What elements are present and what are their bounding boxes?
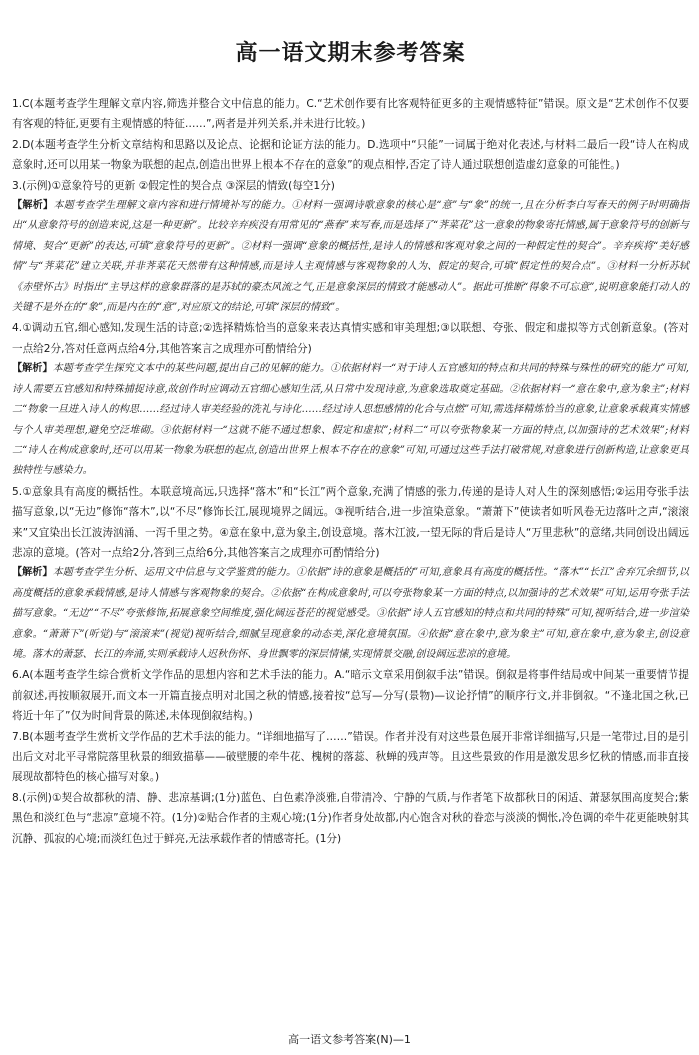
paragraph-text: 本题考查学生理解文章内容和进行情境补写的能力。①材料一强调诗歌意象的核心是“意”与“象”的统一,且在分析李白写春天的例子时明确指出“从意象符号的创造来说,这是一种更新”。比较辛弃疾没有用常见的“燕春”来写春,而是选择了“荠菜花”这一意象的物象寄托情感,属于意象符号的创新与情境、契合“更新”的表达,可填“意象符号的更新”。②材料一强调“意象的概括性,是诗人的情感和客观对象之间的一种假定性的契合”。辛弃疾将“美好感情”与“荠菜花”建立关联,并非荠菜花天然带有这种情感,而是诗人主观情感与客观物象的人为、假定的契合,可填“假定性的契合点”。③材料一分析苏轼《赤壁怀古》时指出“主导这样的意象群落的是苏轼的豪杰风流之气,正是意象深层的情致才能感动人”。据此可推断“得象不可忘意”,说明意象能打动人的关键不是外在的“象”,而是内在的“意”,对应原文的结论,可填“深层的情致”。 xyxy=(12,200,689,314)
paragraph-text: 7.B(本题考查学生赏析文学作品的艺术手法的能力。“详细地描写了……”错误。作者并没有对这些景色展开非常详细描写,只是一笔带过,目的是引出后文对北平寻常院落里秋景的细致描摹——破壁腰的牵牛花、槐树的落蕊、秋蝉的残声等。且这些景致的作用是激发思乡忆秋的情感,而非直接展现故都特色的核心描写对象。) xyxy=(12,730,689,784)
answer-paragraph xyxy=(12,318,689,359)
analysis-label: 【解析】 xyxy=(12,567,53,579)
paragraph-text: 4.①调动五官,细心感知,发现生活的诗意;②选择精炼恰当的意象来表达真情实感和审美理想;③以联想、夸张、假定和虚拟等方式创新意象。(答对一点给2分,答对任意两点给4分,其他答案言之成理亦可酌情给分) xyxy=(12,322,689,355)
answer-paragraph xyxy=(12,94,689,135)
paragraph-text: 1.C(本题考查学生理解文章内容,筛选并整合文中信息的能力。C.“艺术创作要有比客观特征更多的主观情感特征”错误。原文是“艺术创作不仅要有客观的特征,更要有主观情感的特征……”,两者是并列关系,并未进行比较。) xyxy=(12,98,689,131)
analysis-paragraph xyxy=(12,359,689,481)
paragraph-text: 本题考查学生分析、运用文中信息与文学鉴赏的能力。①依据“诗的意象是概括的”可知,意象具有高度的概括性。“落木”“长江”舍弃冗余细节,以高度概括的意象承载情感,是诗人情感与客观物象的契合。②依据“在构成意象时,可以夸张物象某一方面的特点,以加强诗的艺术效果”可知,运用夸张手法描写意象。“无边”“不尽”夸张修饰,拓展意象空间维度,强化阔远苍茫的视觉感受。③依据“诗人五官感知的特点和共同的特殊”可知,视听结合,进一步渲染意象。“萧萧下”(听觉)与“滚滚来”(视觉)视听结合,细腻呈现意象的动态美,深化意境氛围。④依据“意在象中,意为象主”可知,意在象中,意为象主,创设意境。落木的萧瑟、长江的奔涌,实则承载诗人迟秋伤怀、身世飘零的深层情愫,实现情景交融,创设阔远悲凉的意境。 xyxy=(12,567,690,660)
answer-paragraph xyxy=(12,665,689,726)
paragraph-text: 3.(示例)①意象符号的更新 ②假定性的契合点 ③深层的情致(每空1分) xyxy=(12,179,335,192)
page-footer: 高一语文参考答案(N)—1 xyxy=(288,1033,411,1046)
answer-paragraph xyxy=(12,727,689,788)
page-title: 高一语文期末参考答案 xyxy=(235,41,466,66)
answer-paragraph xyxy=(12,482,689,564)
analysis-paragraph xyxy=(12,196,689,318)
answer-paragraph xyxy=(12,788,689,849)
paragraph-text: 5.①意象具有高度的概括性。本联意境高远,只选择“落木”和“长江”两个意象,充满了情感的张力,传递的是诗人对人生的深刻感悟;②运用夸张手法描写意象,以“无边”修饰“落木”,以“不尽”修饰长江,展现境界之阔远。③视听结合,进一步渲染意象。“萧萧下”使读者如听风卷无边落叶之声,“滚滚来”又宜染出长江波涛汹涌、一泻千里之势。④意在象中,意为象主,创设意境。落木江波,一望无际的背后是诗人“万里悲秋”的意绪,共同创设出阔远悲凉的意境。(答对一点给2分,答到三点给6分,其他答案言之成理亦可酌情给分) xyxy=(12,485,689,559)
analysis-label: 【解析】 xyxy=(12,200,54,212)
answer-content xyxy=(12,94,689,849)
paragraph-text: 2.D(本题考查学生分析文章结构和思路以及论点、论据和论证方法的能力。D.选项中“只能”一词属于绝对化表述,与材料二最后一段“诗人在构成意象时,还可以用某一物象为联想的起点,创造出世界上根本不存在的意象”的观点相悖,否定了诗人通过联想创造虚幻意象的可能性。) xyxy=(12,138,689,172)
paragraph-text: 8.(示例)①契合故都秋的清、静、悲凉基调;(1分)蓝色、白色素净淡雅,自带清冷、宁静的气质,与作者笔下故都秋日的闲适、萧瑟氛围高度契合;紫黑色和淡红色与“悲凉”意境不符。(1分)②贴合作者的主观心境;(1分)作者身处故都,内心饱含对秋的眷恋与淡淡的惆怅,冷色调的牵牛花更能映射其沉静、孤寂的心境;而淡红色过于鲜亮,无法承载作者的情感寄托。(1分) xyxy=(12,791,689,845)
answer-paragraph xyxy=(12,135,689,176)
analysis-label: 【解析】 xyxy=(12,363,53,375)
paragraph-text: 6.A(本题考查学生综合赏析文学作品的思想内容和艺术手法的能力。A.“暗示文章采用倒叙手法”错误。倒叙是将事件结局或中间某一重要情节提前叙述,再按顺叙展开,而文本一开篇直接点明对北国之秋的情感,接着按“总写—分写(景物)—议论抒情”的顺序行文,并非倒叙。“不逢北国之秋,已将近十年了”仅为时间背景的陈述,未体现倒叙结构。) xyxy=(12,669,689,723)
paragraph-text: 本题考查学生探究文本中的某些问题,提出自己的见解的能力。①依据材料一“对于诗人五官感知的特点和共同的特殊与殊性的研究的能力”可知,诗人需要五官感知和特殊捕捉诗意,故创作时应调动五官细心感知生活,从日常中发现诗意,为意象选取奠定基础。②依据材料一“意在象中,意为象主”;材料二“物象一旦进入诗人的构思……经过诗人审美经验的洗礼与诗化……经过诗人思想感情的化合与点燃”可知,需选择精炼恰当的意象,让意象承载真实情感与个人审美理想,避免空泛堆砌。③依据材料一“这就不能不通过想象、假定和虚拟”;材料二“可以夸张物象某一方面的特点,以加强诗的艺术效果”;材料二“诗人在构成意象时,还可以用某一物象为联想的起点,创造出世界上根本不存在的意象”可知,可通过这些手法打破常规,对意象进行创新构造,让意象更具独特性与感染力。 xyxy=(12,363,690,477)
answer-paragraph xyxy=(12,176,689,196)
analysis-paragraph xyxy=(12,563,689,665)
